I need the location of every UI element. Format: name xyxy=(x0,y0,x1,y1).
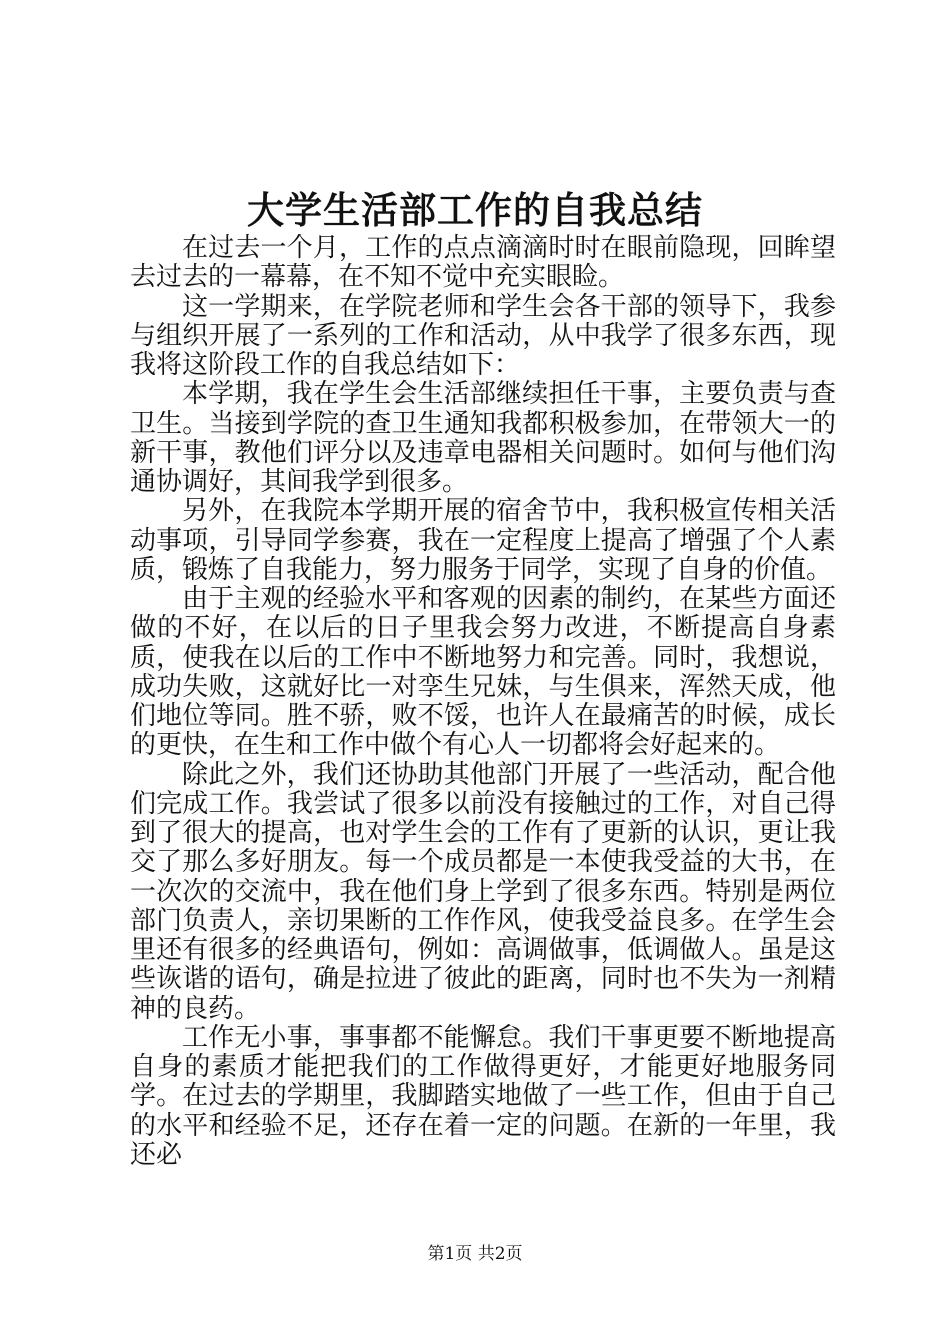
paragraph: 在过去一个月，工作的点点滴滴时时在眼前隐现，回眸望去过去的一幕幕，在不知不觉中充实眼睑。 xyxy=(130,233,836,293)
document-title: 大学生活部工作的自我总结 xyxy=(247,188,703,232)
paragraph: 另外，在我院本学期开展的宿舍节中，我积极宣传相关活动事项，引导同学参赛，我在一定程度上提高了增强了个人素质，锻炼了自我能力，努力服务于同学，实现了自身的价值。 xyxy=(130,496,836,585)
paragraph: 工作无小事，事事都不能懈怠。我们干事更要不断地提高自身的素质才能把我们的工作做得更好，才能更好地服务同学。在过去的学期里，我脚踏实地做了一些工作，但由于自己的水平和经验不足，还存在着一定的问题。在新的一年里，我还必 xyxy=(130,1022,836,1170)
paragraph: 这一学期来，在学院老师和学生会各干部的领导下，我参与组织开展了一系列的工作和活动，从中我学了很多东西，现我将这阶段工作的自我总结如下： xyxy=(130,291,836,380)
paragraph: 由于主观的经验水平和客观的因素的制约，在某些方面还做的不好，在以后的日子里我会努力改进，不断提高自身素质，使我在以后的工作中不断地努力和完善。同时，我想说，成功失败，这就好比一对孪生兄妹，与生俱来，浑然天成，他们地位等同。胜不骄，败不馁，也许人在最痛苦的时候，成长的更快，在生和工作中做个有心人一切都将会好起来的。 xyxy=(130,584,836,761)
page-number-footer: 第1页 共2页 xyxy=(427,1244,523,1264)
paragraph: 本学期，我在学生会生活部继续担任干事，主要负责与查卫生。当接到学院的查卫生通知我都积极参加，在带领大一的新干事，教他们评分以及违章电器相关问题时。如何与他们沟通协调好，其间我学到很多。 xyxy=(130,379,836,497)
document-body xyxy=(130,234,836,1170)
paragraph: 除此之外，我们还协助其他部门开展了一些活动，配合他们完成工作。我尝试了很多以前没有接触过的工作，对自己得到了很大的提高，也对学生会的工作有了更新的认识，更让我交了那么多好朋友。每一个成员都是一本使我受益的大书，在一次次的交流中，我在他们身上学到了很多东西。特别是两位部门负责人，亲切果断的工作作风，使我受益良多。在学生会里还有很多的经典语句，例如：高调做事，低调做人。虽是这些诙谐的语句，确是拉进了彼此的距离，同时也不失为一剂精神的良药。 xyxy=(130,759,836,1024)
